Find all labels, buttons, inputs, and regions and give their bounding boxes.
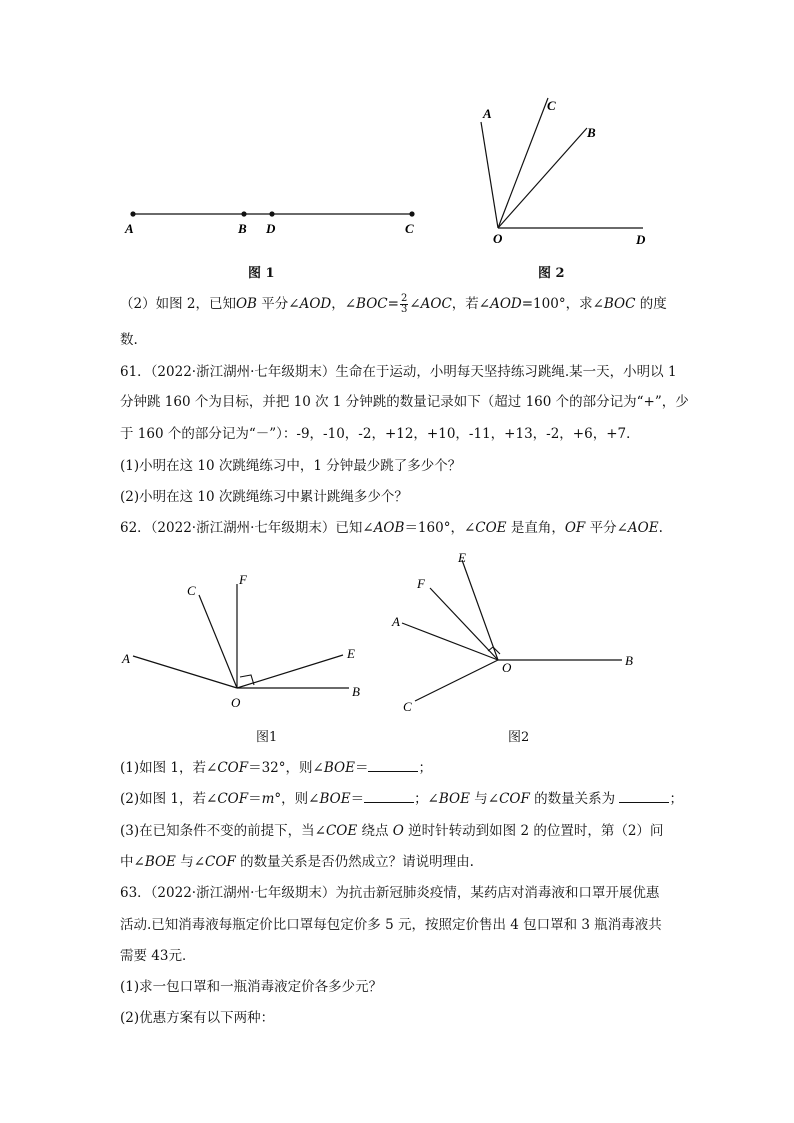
text: 的数量关系是否仍然成立？请说明理由. [235,854,474,870]
text: ，∠ [331,296,357,312]
q62-sub1 [120,757,690,779]
text: ； [669,791,683,807]
ray-oc [199,595,237,688]
text: 是直角， [506,520,565,536]
label-c: C [405,221,414,236]
text: = [387,296,399,312]
text: BOE [323,760,355,776]
text: ∠ [409,296,421,312]
fraction-numerator: 2 [400,293,408,304]
text: 逆时针转动到如图 2 的位置时，第（2）问 [403,823,664,839]
text: 与∠ [175,854,206,870]
text: BOE [319,791,351,807]
q61-sub2: (2)小明在这 10 次跳绳练习中累计跳绳多少个？ [120,489,408,505]
ray-oe [462,560,498,660]
label-o: O [502,660,512,675]
ray-oc [498,98,548,228]
text: 与∠ [469,791,500,807]
q61-line3: 于 160 个的部分记为“－”）：-9，-10，-2，+12，+10，-11，+13，-2，+6，+7． [120,426,640,442]
fraction-denominator: 3 [400,304,408,315]
text: COE [475,520,507,536]
text: AOC [420,296,452,312]
ray-oa [133,656,237,688]
figure2-caption: 图 2 [538,266,565,281]
text: COF [217,791,249,807]
ray-of [430,588,498,660]
label-o: O [493,231,503,246]
q63-line2: 活动.已知消毒液每瓶定价比口罩每包定价多 5 元，按照定价售出 4 包口罩和 3 瓶消毒液共 [120,917,662,933]
q60-part2-line2: 数. [120,332,138,348]
text: =100°，求∠ [521,296,604,312]
text: BOE [144,854,176,870]
q62-sub3-line1 [120,820,690,842]
ray-oa [402,623,498,660]
text: ＝160°，∠ [404,520,476,536]
q63-sub1: (1)求一包口罩和一瓶消毒液定价各多少元？ [120,979,383,995]
label-d: D [266,221,276,236]
label-b: B [238,221,247,236]
label-b: B [352,684,360,699]
text: ＝ [354,760,369,776]
text: BOC [356,296,388,312]
answer-blank[interactable] [364,788,414,803]
q62-header [120,517,690,539]
label-c: C [403,699,412,714]
label-f: F [239,572,247,587]
text: . [658,520,663,536]
text: ，若∠ [451,296,491,312]
label-c: C [547,98,556,113]
q60-part2-line1 [120,293,690,315]
q63-line1: 63．（2022·浙江湖州·七年级期末）为抗击新冠肺炎疫情，某药店对消毒液和口罩开展优惠 [120,885,660,901]
label-a: A [125,221,134,236]
figure1-caption: 图 1 [248,266,275,281]
label-o: O [231,695,241,710]
text: BOE [438,791,470,807]
ray-oc [415,660,498,701]
q62-sub2 [120,788,690,810]
text: （2）如图 2，已知 [120,296,236,312]
ray-oa [481,122,498,228]
label-e: E [458,550,466,565]
point-b [241,211,246,216]
figure-q62-fig2 [390,548,650,723]
text: COE [325,823,358,839]
text: AOD [490,296,522,312]
point-c [409,211,414,216]
text: 平分∠ [256,296,300,312]
text: 绕点 [357,823,393,839]
text: OB [235,296,257,312]
text: COF [217,760,249,776]
q61-line2: 分钟跳 160 个为目标，并把 10 次 1 分钟跳的数量记录如下（超过 160 个的部分记为“+”，少 [120,394,689,410]
q61-sub1: (1)小明在这 10 次跳绳练习中，1 分钟最少跳了多少个？ [120,458,462,474]
answer-blank[interactable] [368,757,418,772]
text: 中∠ [120,854,145,870]
q61-line1: 61．（2022·浙江湖州·七年级期末）生命在于运动，小明每天坚持练习跳绳.某一天，小明以 1 [120,364,677,380]
text: ；∠ [414,791,439,807]
label-e: E [347,646,355,661]
label-d: D [636,232,646,247]
text: AOD [299,296,332,312]
text: 62．（2022·浙江湖州·七年级期末）已知∠ [120,520,374,536]
q62-figure2-caption: 图2 [508,730,530,745]
text: (2)如图 1，若∠ [120,791,218,807]
label-a: A [392,614,400,629]
q62-sub3-line2 [120,851,690,873]
answer-blank[interactable] [619,788,669,803]
text: COF [499,791,530,807]
figure-q62-fig1 [120,572,370,712]
text: AOB [373,520,405,536]
figure-angles-aod [475,90,665,250]
point-a [130,211,135,216]
text: (3)在已知条件不变的前提下，当∠ [120,823,326,839]
text: O [392,823,404,839]
label-c: C [187,583,196,598]
q63-line3: 需要 43元． [120,948,196,964]
point-d [269,211,274,216]
text: (1)如图 1，若∠ [120,760,218,776]
text: m [261,791,275,807]
ray-ob [498,128,587,228]
text: OF [564,520,586,536]
text: 的度 [635,296,667,312]
q62-figure1-caption: 图1 [256,730,278,745]
text: 的数量关系为 [529,791,620,807]
text: ＝32°，则∠ [248,760,324,776]
text: BOC [603,296,636,312]
label-b: B [625,653,633,668]
text: 平分∠ [585,520,628,536]
text: COF [205,854,236,870]
fraction-two-thirds [400,294,408,315]
text: ＝ [248,791,262,807]
label-a: A [122,651,130,666]
text: AOE [627,520,659,536]
text: °，则∠ [274,791,320,807]
label-b: B [587,125,596,140]
label-a: A [483,106,492,121]
q63-sub2: (2)优惠方案有以下两种： [120,1010,275,1026]
text: ＝ [350,791,365,807]
label-f: F [417,576,425,591]
text: ； [418,760,432,776]
figure-segment-abdc [120,200,430,245]
